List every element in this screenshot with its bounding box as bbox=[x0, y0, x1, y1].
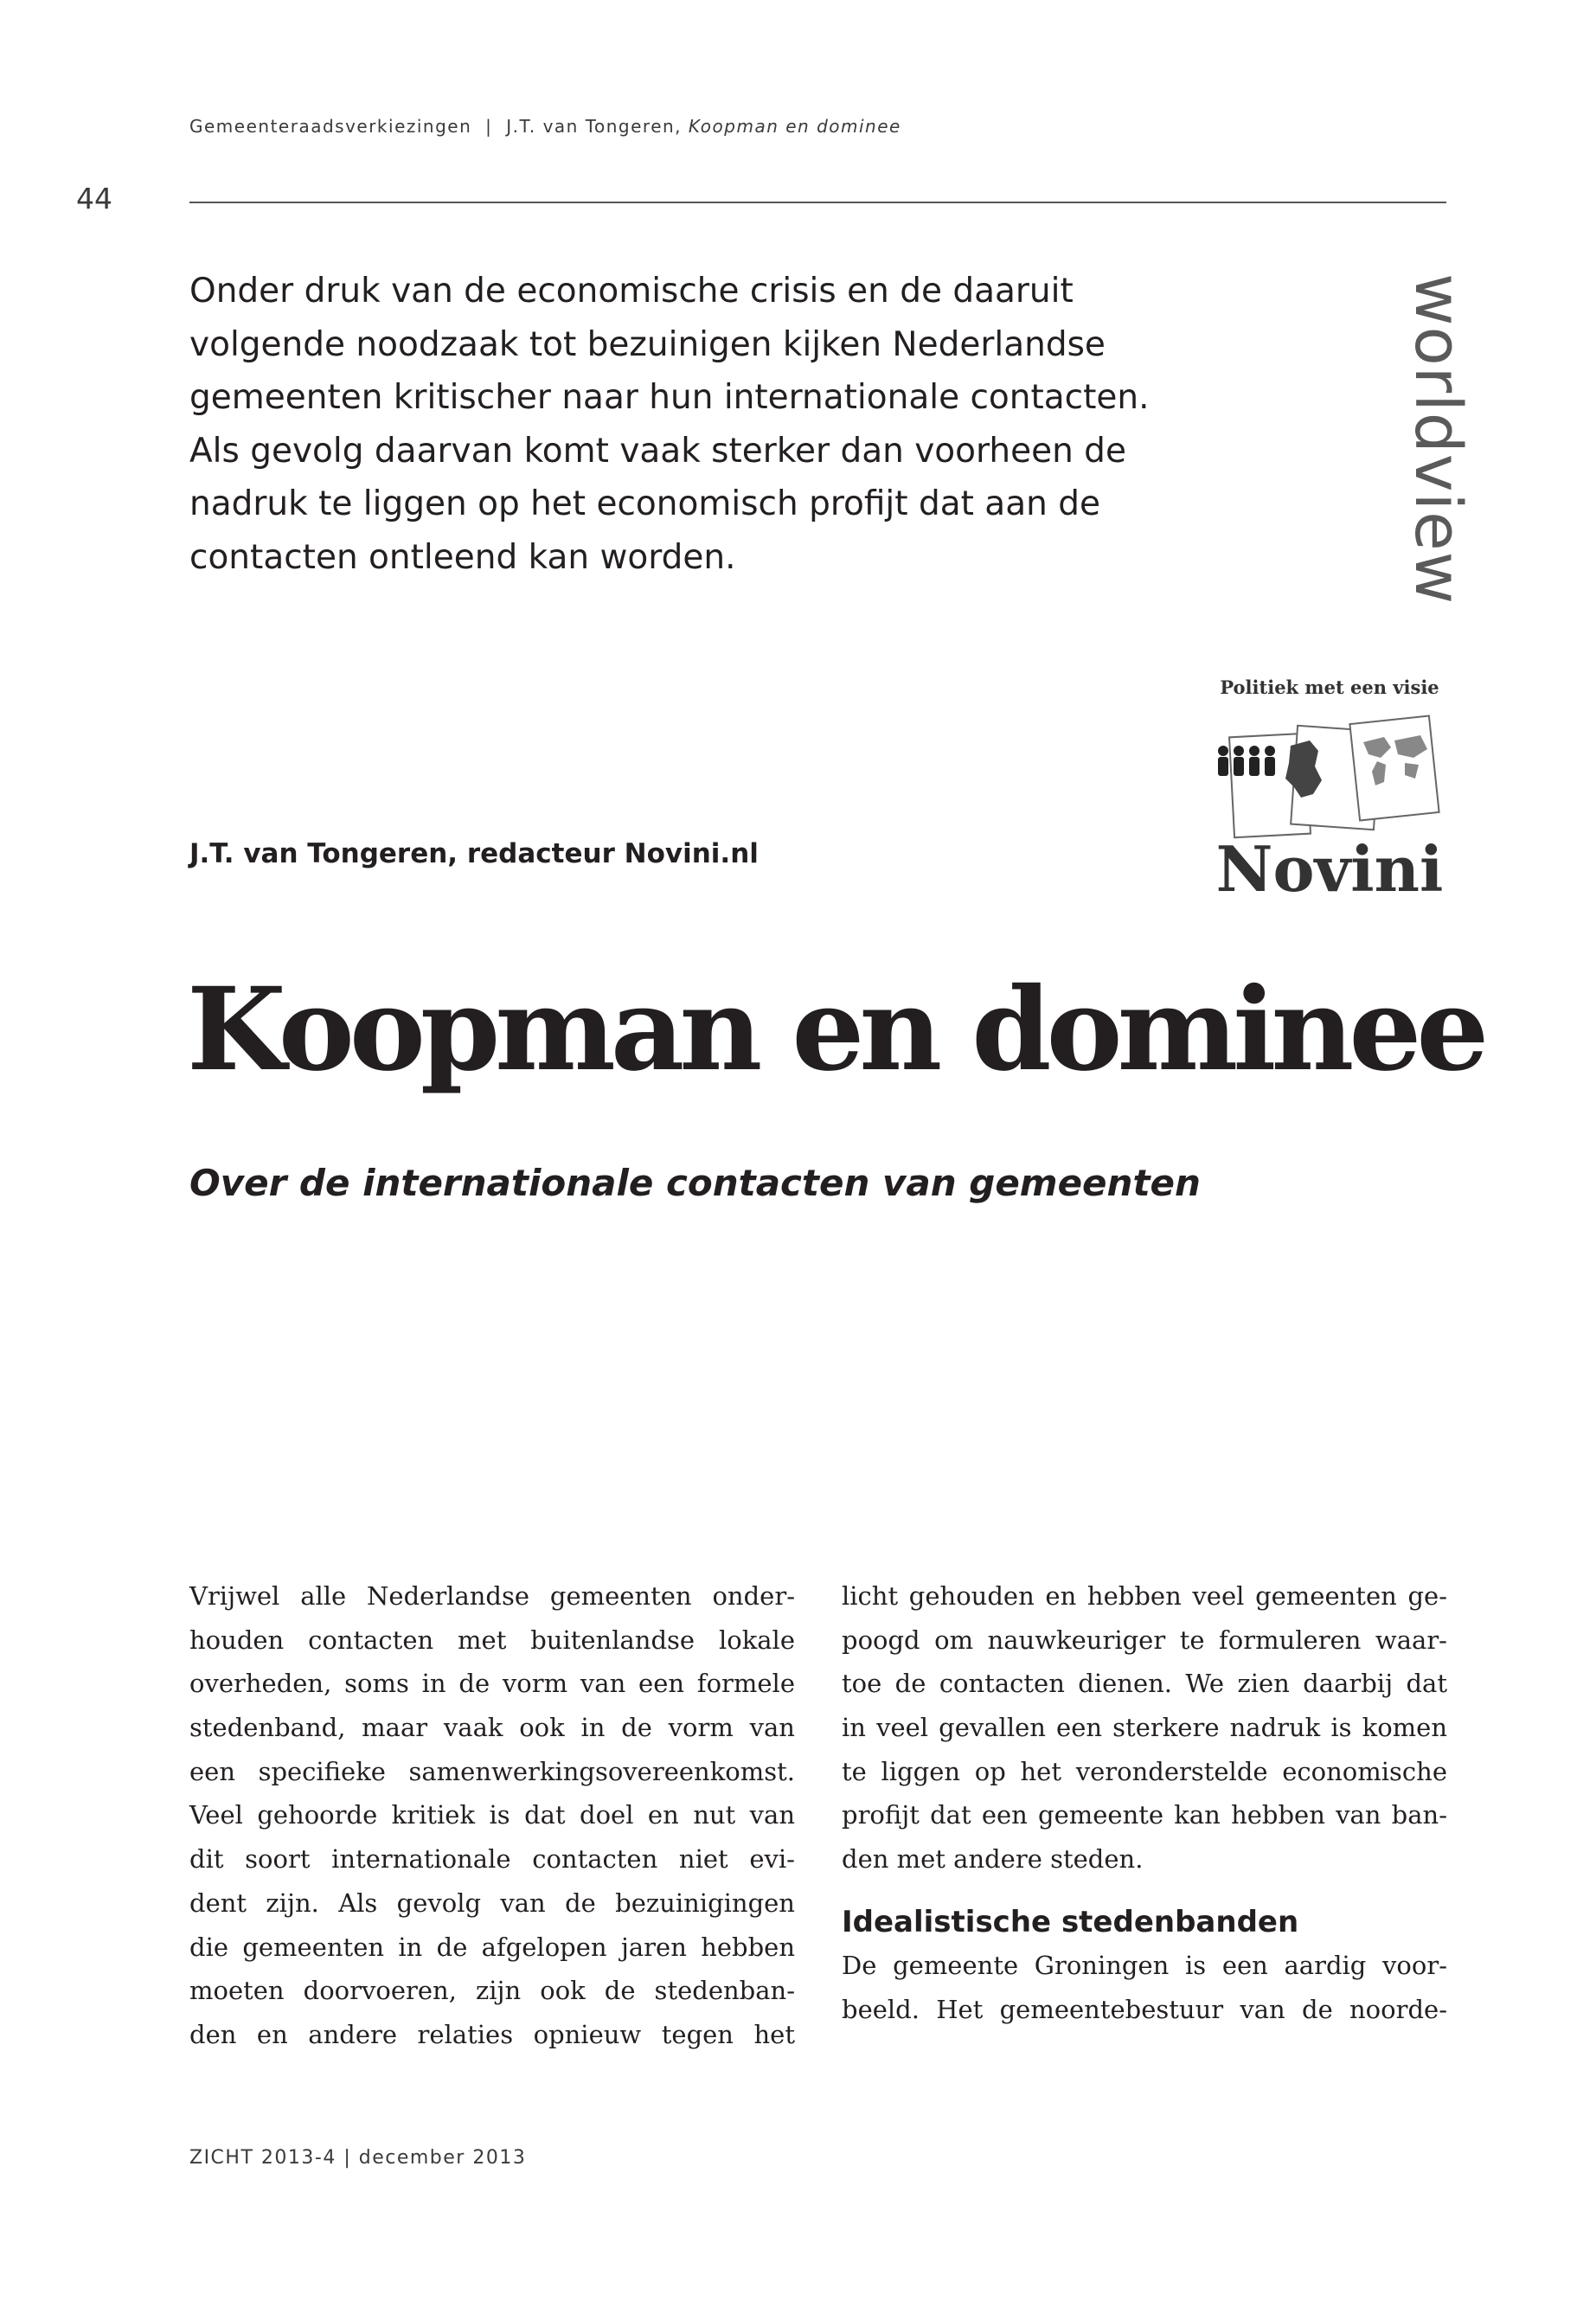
header-title: Koopman en dominee bbox=[688, 116, 901, 137]
logo-name: Novini bbox=[1215, 832, 1444, 901]
intro-line: gemeenten kritischer naar hun internationale contacten. bbox=[189, 378, 1150, 417]
body-paragraph bbox=[189, 1574, 795, 2057]
body-line: profijt dat een gemeente kan hebben van ban- bbox=[842, 1800, 1447, 1830]
header-rule bbox=[189, 202, 1446, 203]
body-line: poogd om nauwkeuriger te formuleren waar- bbox=[842, 1625, 1447, 1655]
body-column-right bbox=[842, 1574, 1447, 2031]
logo-map-frames-icon bbox=[1218, 715, 1439, 837]
body-line: De gemeente Groningen is een aardig voor- bbox=[842, 1950, 1447, 1980]
body-line: Veel gehoorde kritiek is dat doel en nut van bbox=[189, 1800, 795, 1830]
body-line: te liggen op het veronderstelde economische bbox=[842, 1756, 1447, 1786]
body-line: dent zijn. Als gevolg van de bezuinigingen bbox=[189, 1888, 795, 1918]
section-label-worldview: worldview bbox=[1401, 273, 1475, 606]
body-paragraph bbox=[842, 1944, 1447, 2031]
logo-tagline: Politiek met een visie bbox=[1220, 676, 1439, 698]
novini-logo bbox=[1208, 668, 1452, 901]
body-line: een specifieke samenwerkingsovereenkomst. bbox=[189, 1756, 795, 1786]
header-author: J.T. van Tongeren, bbox=[506, 116, 683, 137]
header-separator: | bbox=[485, 116, 493, 137]
section-heading: Idealistische stedenbanden bbox=[842, 1904, 1299, 1939]
body-line: beeld. Het gemeentebestuur van de noorde- bbox=[842, 1994, 1447, 2024]
article-title: Koopman en dominee bbox=[187, 963, 1484, 1097]
footer-date: december 2013 bbox=[358, 2147, 527, 2169]
body-line: den en andere relaties opnieuw tegen het bbox=[189, 2019, 795, 2049]
body-line: die gemeenten in de afgelopen jaren hebben bbox=[189, 1932, 795, 1962]
body-line: moeten doorvoeren, zijn ook de stedenban- bbox=[189, 1976, 795, 2006]
body-line: overheden, soms in de vorm van een formele bbox=[189, 1669, 795, 1699]
body-line: in veel gevallen een sterkere nadruk is komen bbox=[842, 1713, 1447, 1743]
body-line: Vrijwel alle Nederlandse gemeenten onder- bbox=[189, 1581, 795, 1611]
intro-line: volgende noodzaak tot bezuinigen kijken Nederlandse bbox=[189, 324, 1106, 364]
intro-line: Onder druk van de economische crisis en de daaruit bbox=[189, 272, 1074, 311]
running-header bbox=[189, 116, 901, 137]
intro-line: nadruk te liggen op het economisch profijt dat aan de bbox=[189, 484, 1100, 523]
intro-paragraph bbox=[189, 265, 1176, 584]
page-number: 44 bbox=[76, 182, 112, 215]
body-column-left bbox=[189, 1574, 795, 2057]
footer-separator: | bbox=[343, 2147, 352, 2169]
body-line: dit soort internationale contacten niet evi- bbox=[189, 1844, 795, 1875]
body-line: stedenband, maar vaak ook in de vorm van bbox=[189, 1713, 795, 1743]
body-line: houden contacten met buitenlandse lokale bbox=[189, 1625, 795, 1655]
body-line: toe de contacten dienen. We zien daarbij dat bbox=[842, 1669, 1447, 1699]
byline: J.T. van Tongeren, redacteur Novini.nl bbox=[189, 838, 759, 869]
footer bbox=[189, 2147, 526, 2169]
body-paragraph bbox=[842, 1574, 1447, 1881]
article-subtitle: Over de internationale contacten van gemeenten bbox=[189, 1162, 1201, 1204]
body-line: licht gehouden en hebben veel gemeenten ge- bbox=[842, 1581, 1447, 1611]
body-line: den met andere steden. bbox=[842, 1844, 1144, 1875]
footer-issue: ZICHT 2013-4 bbox=[189, 2147, 337, 2169]
intro-line: contacten ontleend kan worden. bbox=[189, 537, 736, 577]
intro-line: Als gevolg daarvan komt vaak sterker dan voorheen de bbox=[189, 431, 1126, 471]
header-section: Gemeenteraadsverkiezingen bbox=[189, 116, 472, 137]
